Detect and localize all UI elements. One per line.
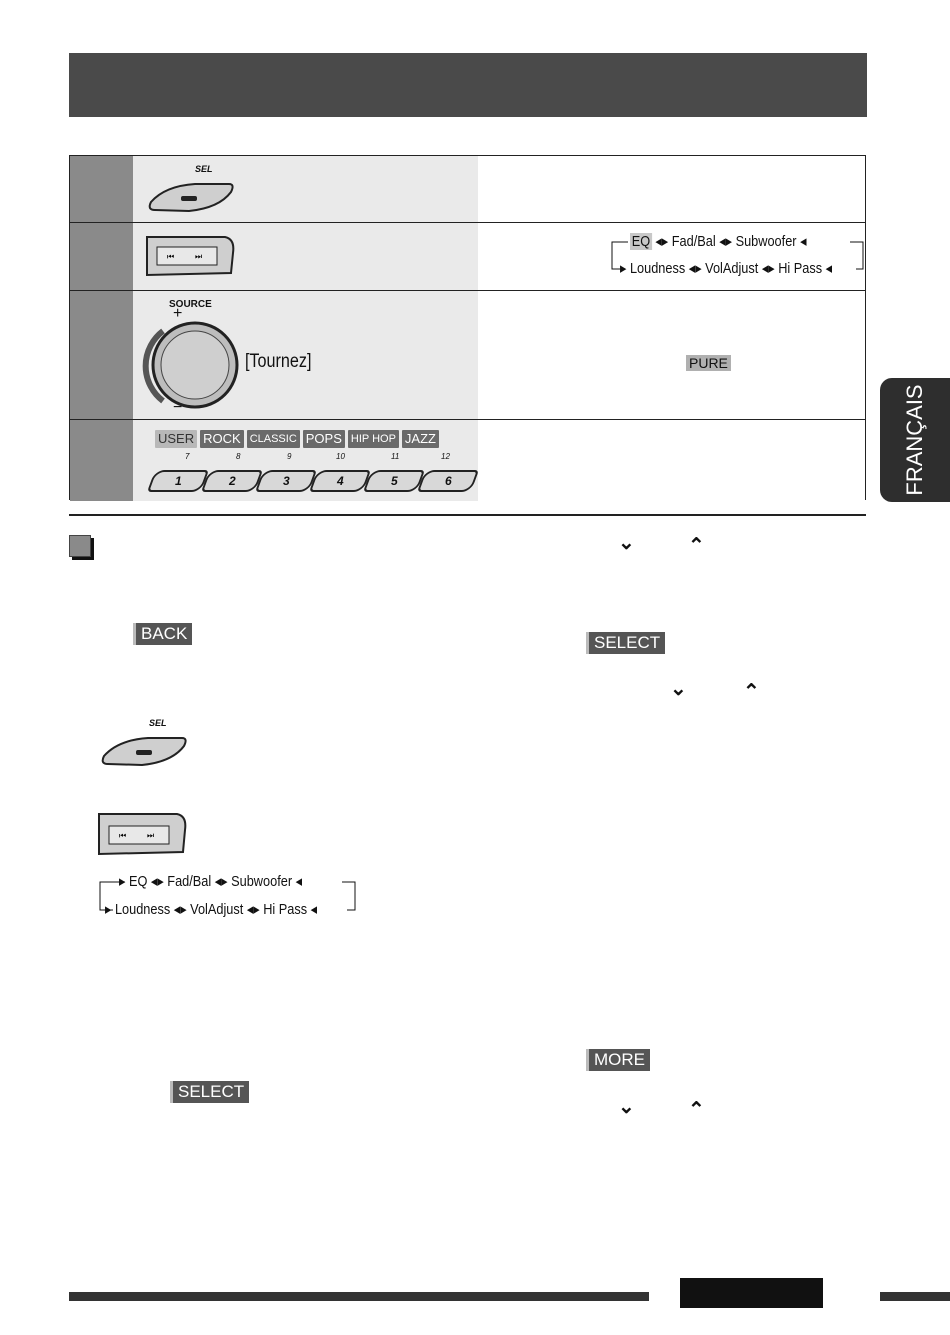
chevron-down-icon: ⌄: [618, 1096, 635, 1118]
plus-sign: +: [173, 305, 183, 322]
svg-text:⏭: ⏭: [195, 252, 203, 261]
flow-loudness: Loudness: [114, 901, 171, 918]
chevron-up-icon: ⌃: [743, 681, 760, 703]
preset-button-2: 2: [201, 470, 263, 492]
chevron-up-icon: ⌃: [688, 535, 705, 557]
minus-sign: −: [173, 399, 183, 416]
preset-classic: CLASSIC: [247, 430, 300, 448]
image-cell: [133, 156, 479, 222]
image-cell: [133, 223, 479, 290]
table-row: [70, 223, 865, 291]
image-cell: [133, 291, 479, 419]
flow-voladjust: VolAdjust: [705, 260, 759, 277]
svg-text:⏮: ⏮: [167, 252, 175, 261]
chevron-down-icon: ⌄: [618, 532, 635, 554]
turn-label: [Tournez]: [245, 351, 312, 372]
flow-diagram: ▸ EQ ◂▸ Fad/Bal ◂▸ Subwoofer ◂ ▸ Loudness ◂▸ VolAdjust ◂▸ Hi Pass ◂: [97, 870, 367, 926]
step-cell: [70, 156, 134, 222]
flow-hi-pass: Hi Pass: [263, 901, 308, 918]
step-cell: [70, 420, 134, 501]
flow-hi-pass: Hi Pass: [778, 260, 823, 277]
select-button-label: SELECT: [170, 1081, 249, 1103]
flow-fad-bal: Fad/Bal: [167, 873, 212, 890]
flow-fad-bal: Fad/Bal: [671, 233, 716, 250]
desc-cell: [478, 156, 865, 222]
preset-hip-hop: HIP HOP: [348, 430, 399, 448]
section-square-icon: [69, 535, 91, 557]
pure-chip: PURE: [686, 355, 731, 371]
more-button-label: MORE: [586, 1049, 650, 1071]
preset-number: 8: [236, 452, 241, 461]
preset-rock: ROCK: [200, 430, 244, 448]
table-row: [70, 156, 865, 223]
chevron-down-icon: ⌄: [670, 678, 687, 700]
sel-label: SEL: [149, 718, 167, 728]
page-number-box: [680, 1278, 823, 1308]
flow-diagram: EQ ◂▸ Fad/Bal ◂▸ Subwoofer ◂ ▸ Loudness ◂▸ VolAdjust ◂▸ Hi Pass ◂: [598, 229, 868, 285]
table-row: [70, 420, 865, 501]
preset-button-5: 5: [363, 470, 425, 492]
desc-cell: [478, 291, 865, 419]
back-button-label: BACK: [133, 623, 192, 645]
svg-text:⏭: ⏭: [147, 831, 155, 840]
skip-button-illustration: [97, 810, 189, 858]
table-row: [70, 291, 865, 420]
footer-line: [69, 1292, 649, 1301]
preset-number: 7: [185, 452, 190, 461]
flow-subwoofer: Subwoofer: [231, 873, 293, 890]
flow-loudness: Loudness: [629, 260, 686, 277]
preset-number: 12: [441, 452, 450, 461]
settings-table: [69, 155, 866, 500]
preset-button-6: 6: [417, 470, 479, 492]
section-divider: [69, 514, 866, 516]
sel-button-illustration: [145, 180, 235, 216]
volume-knob-illustration: [141, 313, 241, 413]
preset-number: 10: [336, 452, 345, 461]
preset-user: USER: [155, 430, 197, 448]
skip-button-illustration: [145, 233, 237, 279]
preset-number: 9: [287, 452, 292, 461]
chevron-up-icon: ⌃: [688, 1099, 705, 1121]
select-button-label: SELECT: [586, 632, 665, 654]
step-cell: [70, 291, 134, 419]
image-cell: [133, 420, 479, 501]
footer-line: [880, 1292, 950, 1301]
language-tab: [880, 378, 950, 502]
desc-cell: [478, 223, 865, 290]
flow-eq: EQ: [128, 873, 148, 890]
preset-button-1: 1: [147, 470, 209, 492]
flow-eq: EQ: [631, 233, 651, 250]
sel-label: SEL: [195, 164, 213, 174]
flow-subwoofer: Subwoofer: [735, 233, 797, 250]
flow-voladjust: VolAdjust: [190, 901, 244, 918]
source-label: SOURCE: [169, 299, 212, 310]
preset-jazz: JAZZ: [402, 430, 439, 448]
preset-number: 11: [391, 452, 400, 461]
preset-button-4: 4: [309, 470, 371, 492]
sel-button-illustration: [98, 734, 188, 770]
desc-cell: [478, 420, 865, 501]
header-bar: [69, 53, 867, 117]
svg-text:⏮: ⏮: [119, 831, 127, 840]
preset-pops: POPS: [303, 430, 345, 448]
language-tab-label: FRANÇAIS: [902, 384, 927, 496]
preset-button-3: 3: [255, 470, 317, 492]
step-cell: [70, 223, 134, 290]
preset-chips: [155, 430, 439, 448]
